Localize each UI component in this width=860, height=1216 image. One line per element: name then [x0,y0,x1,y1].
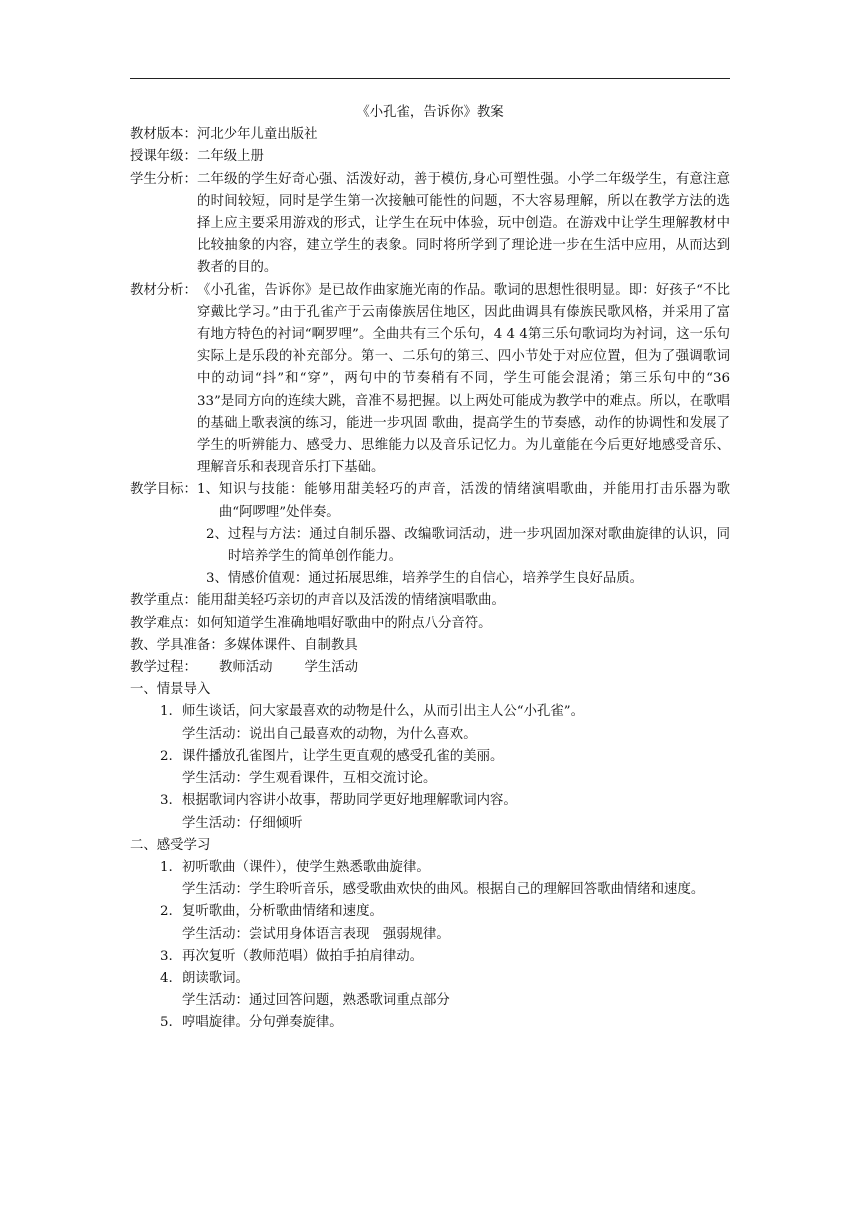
section-intro [130,679,730,834]
list-item [130,901,730,923]
item-number: 1. [160,704,173,720]
goal-text: 情感价值观：通过拓展思维，培养学生的自信心，培养学生良好品质。 [227,571,644,587]
tools-value: 多媒体课件、自制教具 [223,637,358,653]
material-analysis-text: 《小孔雀，告诉你》是已故作曲家施光南的作品。歌词的思想性很明显。即：好孩子“不比穿戴比学习。”由于孔雀产于云南傣族居住地区，因此曲调具有傣族民歌风格，并采用了富有地方特色的衬词“啊罗哩”。全曲共有三个乐句，4 4 4第三乐句歌词均为衬词，这一乐句实际上是乐段的补充部分。第一、二乐句的第三、四小节处于对应位置，但为了强调歌词中的动词“抖”和“穿”，两句中的节奏稍有不同，学生可能会混淆；第三乐句中的“36 33”是同方向的连续大跳，音准不易把握。以上两处可能成为教学中的难点。所以，在歌唱的基础上歌表演的练习，能进一步巩固 歌曲，提高学生的节奏感，动作的协调性和发展了学生的听辨能力、感受力、思维能力以及音乐记忆力。为儿童能在今后更好地感受音乐、理解音乐和表现音乐打下基础。 [196,282,730,476]
edition-value: 河北少年儿童出版社 [196,127,318,143]
tools-label: 教、学具准备： [130,637,224,653]
grade-row [130,146,730,168]
student-activity: 学生活动：学生聆听音乐，感受歌曲欢快的曲风。根据自己的理解回答歌曲情绪和速度。 [182,882,705,898]
item-number: 3. [160,793,173,809]
difficulty-row [130,613,730,635]
goal-item [206,568,730,590]
key-point-label: 教学重点： [130,593,197,609]
student-activity: 学生活动：说出自己最喜欢的动物，为什么喜欢。 [182,726,477,742]
goals-list-continued [130,524,730,591]
item-number: 1. [160,859,173,875]
item-text: 朗读歌词。 [182,970,249,986]
lesson-plan-document [130,102,730,1035]
item-number: 4. [160,970,173,986]
goal-item [197,479,730,523]
item-text: 师生谈话，问大家最喜欢的动物是什么，从而引出主人公“小孔雀”。 [182,704,585,720]
section-heading: 二、感受学习 [130,837,211,853]
student-activity: 学生活动：仔细倾听 [182,815,303,831]
list-item [130,790,730,812]
item-number: 2. [160,904,173,920]
goal-text: 过程与方法：通过自制乐器、改编歌词活动，进一步巩固加深对歌曲旋律的认识，同时培养学生的简单创作能力。 [227,526,730,565]
section-feel-learning [130,835,730,1035]
item-text: 哼唱旋律。分句弹奏旋律。 [182,1015,343,1031]
student-activity: 学生活动：尝试用身体语言表现 强弱规律。 [182,926,450,942]
student-activity: 学生活动：学生观看课件，互相交流讨论。 [182,771,437,787]
item-number: 2. [160,748,173,764]
material-analysis-row [130,280,730,480]
goal-item [206,524,730,568]
student-analysis-row [130,169,730,280]
goal-number: 2、 [206,526,228,542]
grade-label: 授课年级： [130,149,197,165]
difficulty-value: 如何知道学生准确地唱好歌曲中的附点八分音符。 [196,615,492,631]
student-analysis-label: 学生分析： [130,171,197,187]
list-item [130,746,730,768]
process-label: 教学过程： [130,660,197,676]
tools-row [130,635,730,657]
goal-number: 1、 [196,482,219,498]
item-number: 3. [160,948,173,964]
goal-text: 知识与技能：能够用甜美轻巧的声音，活泼的情绪演唱歌曲，并能用打击乐器为歌曲“阿啰哩”处伴奏。 [218,482,730,520]
edition-row [130,124,730,146]
process-student: 学生活动 [304,660,359,676]
key-point-row [130,590,730,612]
item-text: 课件播放孔雀图片，让学生更直观的感受孔雀的美丽。 [182,748,504,764]
section-heading: 一、情景导入 [130,682,211,698]
goals-list [197,479,730,523]
header-rule [130,78,730,79]
list-item [130,946,730,968]
list-item [130,701,730,723]
list-item [130,857,730,879]
document-title: 《小孔雀，告诉你》教案 [356,105,504,120]
material-analysis-label: 教材分析： [130,282,197,298]
process-teacher: 教师活动 [218,660,273,676]
item-text: 再次复听（教师范唱）做拍手拍肩律动。 [182,948,424,964]
list-item [130,1012,730,1034]
item-text: 根据歌词内容讲小故事，帮助同学更好地理解歌词内容。 [182,793,517,809]
item-text: 复听歌曲，分析歌曲情绪和速度。 [182,904,383,920]
key-point-value: 能用甜美轻巧亲切的声音以及活泼的情绪演唱歌曲。 [196,593,505,609]
grade-value: 二年级上册 [196,149,264,165]
item-text: 初听歌曲（课件），使学生熟悉歌曲旋律。 [182,859,430,875]
process-row [130,657,730,679]
item-number: 5. [160,1015,173,1031]
goal-number: 3、 [206,571,228,587]
edition-label: 教材版本： [130,127,197,143]
student-activity: 学生活动：通过回答问题，熟悉歌词重点部分 [182,993,450,1009]
student-analysis-text: 二年级的学生好奇心强、活泼好动，善于模仿,身心可塑性强。小学二年级学生，有意注意的时间较短，同时是学生第一次接触可能性的问题，不大容易理解，所以在教学方法的选择上应主要采用游戏的形式，让学生在玩中体验，玩中创造。在游戏中让学生理解教材中比较抽象的内容，建立学生的表象。同时将所学到了理论进一步在生活中应用，从而达到教者的目的。 [196,171,730,276]
list-item [130,968,730,990]
goals-label: 教学目标： [130,482,197,498]
difficulty-label: 教学难点： [130,615,197,631]
goals-row [130,479,730,523]
